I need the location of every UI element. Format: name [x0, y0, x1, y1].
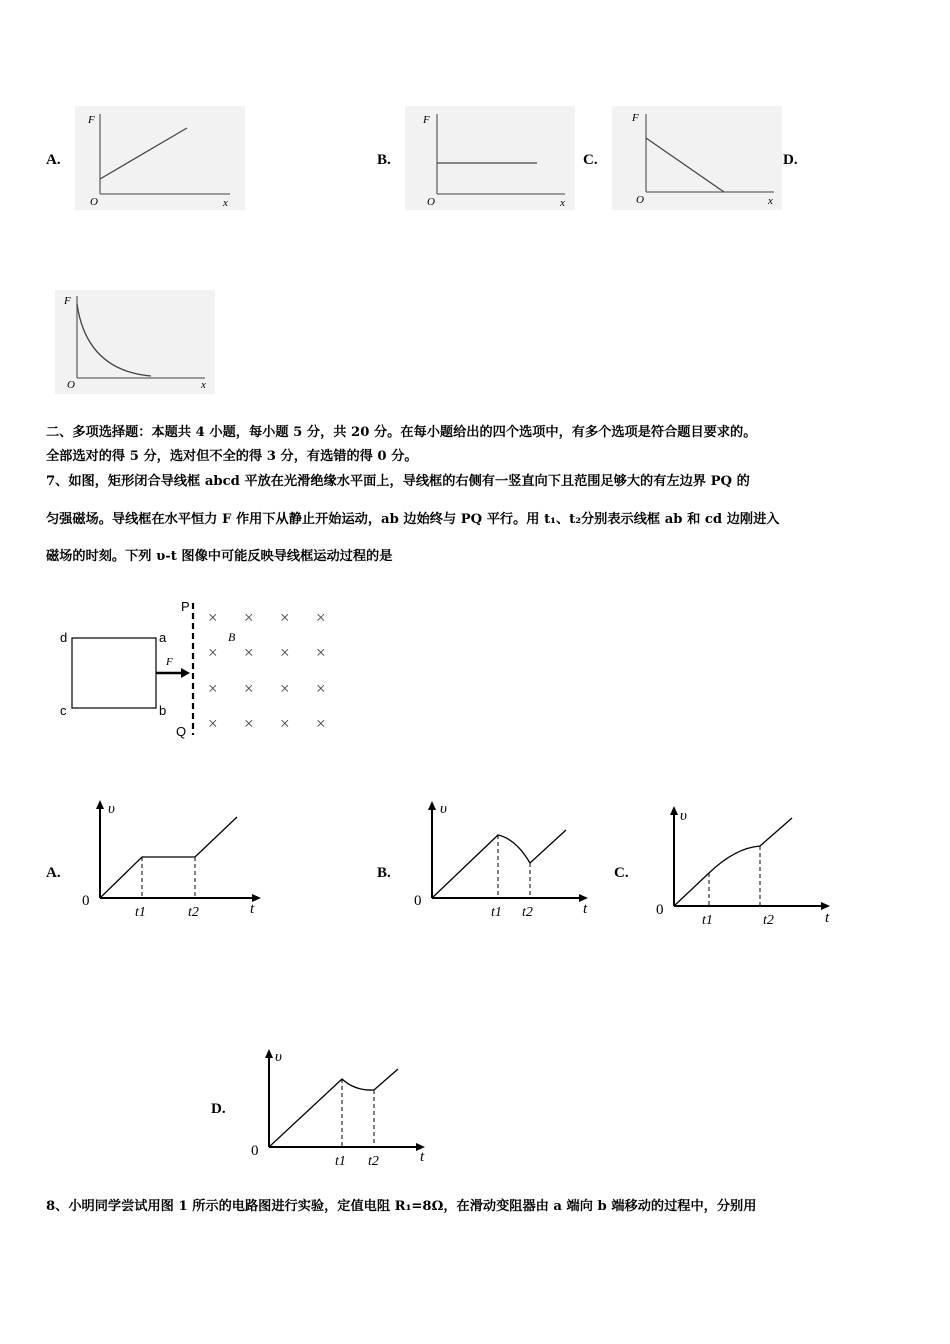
corner-b: b — [159, 703, 167, 718]
axis-x-label: x — [223, 197, 228, 209]
magnetic-field-crosses — [208, 608, 326, 733]
corner-c: c — [60, 703, 67, 718]
vt-graph-c — [650, 800, 850, 930]
fx-graph-b — [405, 106, 575, 210]
origin-label: 0 — [82, 893, 90, 909]
option-a-label: A. — [46, 152, 61, 168]
vt-graph-a — [75, 795, 275, 920]
field-cross: × — [280, 643, 290, 662]
force-arrow-icon — [181, 668, 190, 678]
axis-t-label: t — [420, 1149, 425, 1165]
field-cross: × — [244, 679, 254, 698]
origin-label: O — [636, 194, 644, 206]
t1-label: t1 — [491, 905, 502, 920]
vt-graph-b — [408, 795, 598, 920]
option-d-label: D. — [783, 152, 798, 168]
vt-option-d-label: D. — [211, 1101, 226, 1117]
field-cross: × — [208, 608, 218, 627]
arrow-icon — [96, 800, 104, 809]
t2-label: t2 — [522, 905, 533, 920]
force-label: F — [166, 656, 173, 668]
origin-label: O — [427, 196, 435, 208]
field-cross: × — [316, 679, 326, 698]
field-cross: × — [208, 714, 218, 733]
boundary-q: Q — [176, 724, 187, 739]
t2-label: t2 — [763, 913, 774, 928]
arrow-icon — [821, 902, 830, 910]
option-b-label: B. — [377, 152, 391, 168]
field-label: B — [228, 630, 236, 644]
fx-graph-a — [75, 106, 245, 210]
axis-t-label: t — [583, 901, 588, 917]
field-cross: × — [316, 643, 326, 662]
wire-frame — [72, 638, 156, 708]
origin-label: 0 — [251, 1143, 259, 1159]
axis-f-label: F — [64, 295, 71, 307]
t2-label: t2 — [368, 1154, 379, 1169]
axis-x-label: x — [560, 197, 565, 209]
vt-option-c-label: C. — [614, 865, 629, 881]
q7-figure — [50, 595, 350, 745]
field-cross: × — [316, 714, 326, 733]
option-c-label: C. — [583, 152, 598, 168]
vt-option-a-label: A. — [46, 865, 61, 881]
axis-t-label: t — [825, 910, 830, 926]
axis-v-label: υ — [108, 801, 115, 817]
arrow-icon — [670, 806, 678, 815]
field-cross: × — [280, 608, 290, 627]
q7-text-line1: 7、如图，矩形闭合导线框 abcd 平放在光滑绝缘水平面上，导线框的右侧有一竖直向下且范围足够大的有左边界 PQ 的 — [46, 474, 750, 489]
field-cross: × — [280, 714, 290, 733]
field-cross: × — [208, 643, 218, 662]
origin-label: O — [90, 196, 98, 208]
axis-v-label: υ — [680, 808, 687, 824]
axis-v-label: υ — [440, 801, 447, 817]
axis-x-label: x — [768, 195, 773, 207]
t1-label: t1 — [135, 905, 146, 920]
t2-label: t2 — [188, 905, 199, 920]
field-cross: × — [208, 679, 218, 698]
axis-f-label: F — [423, 114, 430, 126]
axis-x-label: x — [201, 379, 206, 391]
corner-a: a — [159, 630, 167, 645]
t1-label: t1 — [335, 1154, 346, 1169]
axis-t-label: t — [250, 901, 255, 917]
axis-f-label: F — [632, 112, 639, 124]
t1-label: t1 — [702, 913, 713, 928]
field-cross: × — [280, 679, 290, 698]
axis-f-label: F — [88, 114, 95, 126]
field-cross: × — [316, 608, 326, 627]
field-cross: × — [244, 608, 254, 627]
field-cross: × — [244, 643, 254, 662]
q7-text-line3: 磁场的时刻。下列 υ-t 图像中可能反映导线框运动过程的是 — [46, 549, 393, 564]
boundary-p: P — [181, 599, 190, 614]
origin-label: O — [67, 379, 75, 391]
fx-graph-d — [55, 290, 215, 394]
q7-text-line2: 匀强磁场。导线框在水平恒力 F 作用下从静止开始运动，ab 边始终与 PQ 平行。用 t₁、t₂分别表示线框 ab 和 cd 边刚进入 — [46, 512, 780, 527]
arrow-icon — [428, 801, 436, 810]
section2-scoring: 全部选对的得 5 分，选对但不全的得 3 分，有选错的得 0 分。 — [46, 449, 418, 464]
origin-label: 0 — [414, 893, 422, 909]
section2-heading: 二、多项选择题：本题共 4 小题，每小题 5 分，共 20 分。在每小题给出的四个选项中，有多个选项是符合题目要求的。 — [46, 425, 757, 440]
axis-v-label: υ — [275, 1049, 282, 1065]
corner-d: d — [60, 630, 68, 645]
arrow-icon — [265, 1049, 273, 1058]
origin-label: 0 — [656, 902, 664, 918]
field-cross: × — [244, 714, 254, 733]
fx-graph-c — [612, 106, 782, 210]
vt-graph-d — [245, 1043, 445, 1173]
vt-option-b-label: B. — [377, 865, 391, 881]
q8-text-line1: 8、小明同学尝试用图 1 所示的电路图进行实验，定值电阻 R₁=8Ω，在滑动变阻器由 a 端向 b 端移动的过程中，分别用 — [46, 1199, 757, 1214]
